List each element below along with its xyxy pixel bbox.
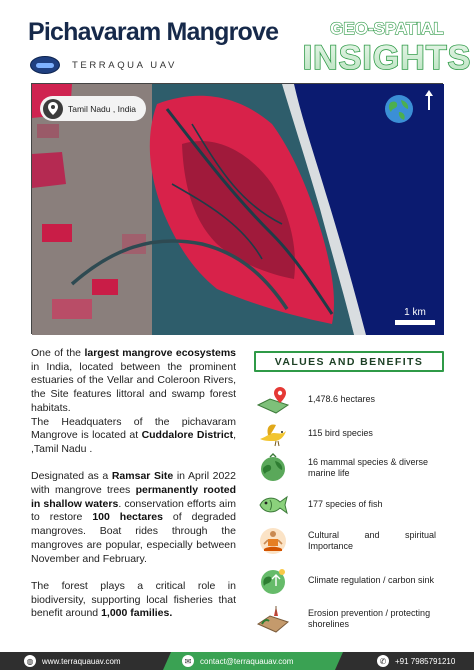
footer-phone[interactable] <box>377 652 455 670</box>
benefit-text: Climate regulation / carbon sink <box>308 575 435 586</box>
values-heading: VALUES AND BENEFITS <box>254 351 444 372</box>
benefit-fish <box>256 490 436 520</box>
benefit-birds <box>256 419 436 449</box>
globe-icon: ◍ <box>24 655 36 667</box>
benefit-text: Cultural and spiritual Importance <box>308 529 436 551</box>
p1-text-a: One of the <box>31 347 85 359</box>
description <box>31 347 236 621</box>
map-location-icon <box>256 385 290 415</box>
email-text: contact@terraquauav.com <box>200 656 294 666</box>
globe-icon <box>384 94 414 124</box>
scale-line <box>395 320 435 325</box>
climate-globe-icon <box>256 566 290 596</box>
p2-text-c: , ,Tamil Nadu . <box>31 429 236 455</box>
north-arrow-icon <box>424 90 434 110</box>
benefit-area <box>256 385 436 415</box>
brand <box>30 56 177 74</box>
geo-spatial-insights-badge <box>302 14 472 77</box>
paragraph-1 <box>31 347 236 416</box>
shoreline-icon <box>256 604 290 634</box>
p3-bold-ramsar: Ramsar Site <box>111 470 174 483</box>
benefit-climate <box>256 566 436 596</box>
location-text: Tamil Nadu , India <box>68 103 137 114</box>
bird-icon <box>256 419 290 449</box>
page-title: Pichavaram Mangrove <box>28 18 279 46</box>
p2-bold: Cuddalore District <box>141 429 234 442</box>
benefit-erosion <box>256 604 436 634</box>
location-badge <box>40 96 146 121</box>
p4-bold: 1,000 families. <box>101 607 173 620</box>
phone-icon: ✆ <box>377 655 389 667</box>
scale-label: 1 km <box>404 307 426 318</box>
brand-name: TERRAQUA UAV <box>72 59 177 71</box>
terraqua-logo-icon <box>30 56 60 74</box>
badge-main-text: INSIGHTS <box>302 39 472 77</box>
satellite-map[interactable] <box>31 83 443 334</box>
scale-bar <box>395 307 435 325</box>
p3-text-e: . conservation efforts aim to restore <box>31 497 236 524</box>
benefit-text: 1,478.6 hectares <box>308 394 376 405</box>
location-pin-icon <box>43 99 63 119</box>
benefit-text: 115 bird species <box>308 428 373 439</box>
footer-email[interactable] <box>182 652 293 670</box>
satellite-image <box>32 84 444 335</box>
p3-bold-rooted: permanently rooted in shallow waters <box>31 484 236 510</box>
paragraph-3 <box>31 470 236 566</box>
p1-bold: largest mangrove ecosystems <box>84 347 236 359</box>
footer-website[interactable] <box>24 652 121 670</box>
mail-icon: ✉ <box>182 655 194 667</box>
fish-icon <box>256 490 290 520</box>
badge-top-text: GEO-SPATIAL <box>330 19 444 38</box>
p1-text-c: in India, located between the prominent estuaries of the Vellar and Coleroon Rivers, the Site features littoral and swamp forest habitats. <box>31 360 236 414</box>
p3-text-g: of degraded mangroves. Boat rides through the mangroves are popular, especially between November and February. <box>31 511 236 565</box>
p3-text-a: Designated as a <box>31 470 112 483</box>
p3-bold-hectares: 100 hectares <box>92 511 163 524</box>
benefit-text: 177 species of fish <box>308 499 383 510</box>
benefit-cultural <box>256 526 436 556</box>
benefit-text: 16 mammal species & diverse marine life <box>308 456 429 478</box>
p4-text-a: The forest plays a critical role in biodiversity, supporting local fisheries that benefit around <box>31 579 236 620</box>
paragraph-4 <box>31 580 236 621</box>
website-text: www.terraquauav.com <box>42 656 121 666</box>
paragraph-2 <box>31 416 236 457</box>
meditation-icon <box>256 526 290 556</box>
phone-text: +91 7985791210 <box>395 656 456 666</box>
benefit-mammals <box>256 453 436 483</box>
p2-text-a: The Headquaters of the pichavaram Mangrove is located at <box>31 415 236 442</box>
wildlife-globe-icon <box>256 453 290 483</box>
p3-text-c: in April 2022 with mangrove trees <box>31 470 236 497</box>
benefit-text: Erosion prevention / protecting shorelines <box>308 607 431 629</box>
